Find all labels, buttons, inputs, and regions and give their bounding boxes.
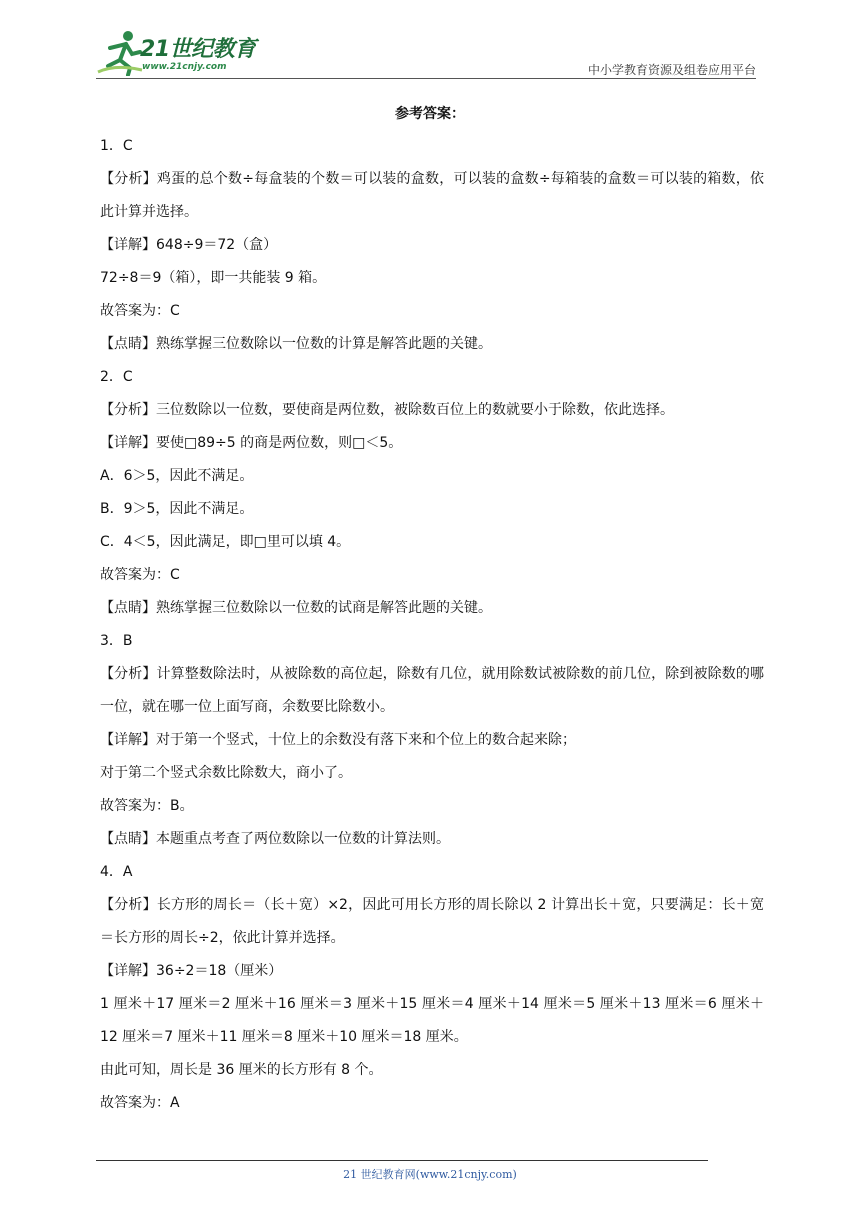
text-line: 【分析】三位数除以一位数，要使商是两位数，被除数百位上的数就要小于除数，依此选择。 <box>100 402 674 418</box>
header-divider <box>96 78 756 79</box>
runner-logo-icon <box>96 28 144 76</box>
answer-content <box>100 130 764 1120</box>
logo-url: www.21cnjy.com <box>142 62 227 72</box>
text-line: 【分析】计算整数除法时，从被除数的高位起，除数有几位，就用除数试被除数的前几位，除到被除数的哪一位，就在哪一位上面写商，余数要比除数小。 <box>100 666 764 715</box>
text-line: 72÷8＝9（箱），即一共能装 9 箱。 <box>100 270 327 286</box>
platform-name: 中小学教育资源及组卷应用平台 <box>587 63 756 77</box>
text-line: 由此可知，周长是 36 厘米的长方形有 8 个。 <box>100 1062 383 1078</box>
text-line: 【点睛】熟练掌握三位数除以一位数的试商是解答此题的关键。 <box>100 600 492 616</box>
text-line: 2．C <box>100 369 133 385</box>
text-line: 故答案为：C <box>100 303 180 319</box>
text-line: 3．B <box>100 633 133 649</box>
text-line: 1．C <box>100 138 133 154</box>
page-title: 参考答案： <box>395 106 465 122</box>
text-line: 【分析】鸡蛋的总个数÷每盒装的个数＝可以装的盒数，可以装的盒数÷每箱装的盒数＝可以装的箱数，依此计算并选择。 <box>100 171 764 220</box>
text-line: 【分析】长方形的周长＝（长＋宽）×2，因此可用长方形的周长除以 2 计算出长＋宽，只要满足：长＋宽＝长方形的周长÷2，依此计算并选择。 <box>100 897 764 946</box>
text-line: 故答案为：A <box>100 1095 180 1111</box>
text-line: 4．A <box>100 864 133 880</box>
text-line: B．9＞5，因此不满足。 <box>100 501 254 517</box>
text-line: 【详解】36÷2＝18（厘米） <box>100 963 283 979</box>
footer-divider <box>96 1160 708 1161</box>
text-line: A．6＞5，因此不满足。 <box>100 468 254 484</box>
text-line: 故答案为：B。 <box>100 798 194 814</box>
text-line: 【详解】对于第一个竖式，十位上的余数没有落下来和个位上的数合起来除； <box>100 732 576 748</box>
text-line: C．4＜5，因此满足，即□里可以填 4。 <box>100 534 351 550</box>
text-line: 【点睛】本题重点考查了两位数除以一位数的计算法则。 <box>100 831 450 847</box>
logo-brand: 21世纪教育 <box>140 37 256 62</box>
page-header <box>0 0 860 90</box>
text-line: 【详解】648÷9＝72（盒） <box>100 237 278 253</box>
text-line: 【点睛】熟练掌握三位数除以一位数的计算是解答此题的关键。 <box>100 336 492 352</box>
site-logo <box>96 28 266 80</box>
text-line: 【详解】要使□89÷5 的商是两位数，则□＜5。 <box>100 435 403 451</box>
text-line: 对于第二个竖式余数比除数大，商小了。 <box>100 765 352 781</box>
footer-text: 21 世纪教育网(www.21cnjy.com) <box>343 1168 517 1181</box>
text-line: 故答案为：C <box>100 567 180 583</box>
text-line: 1 厘米＋17 厘米＝2 厘米＋16 厘米＝3 厘米＋15 厘米＝4 厘米＋14 厘米＝5 厘米＋13 厘米＝6 厘米＋12 厘米＝7 厘米＋11 厘米＝8 厘米＋10 厘米＝18 厘米。 <box>100 996 764 1045</box>
